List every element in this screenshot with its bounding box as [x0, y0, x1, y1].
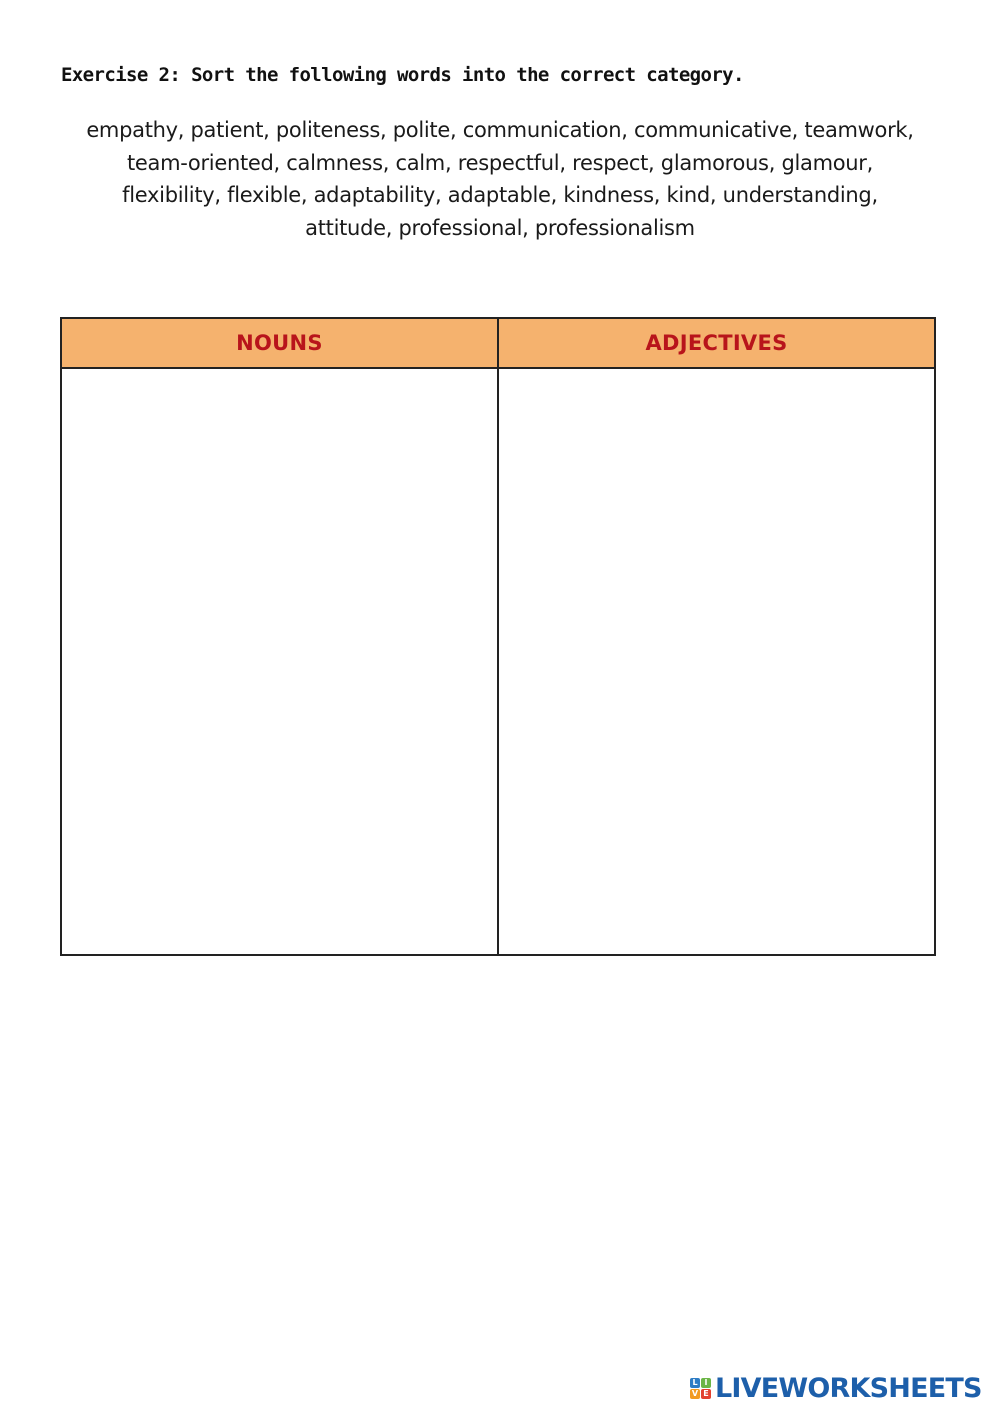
liveworksheets-logo-icon — [690, 1378, 711, 1399]
word-bank — [60, 114, 940, 245]
adjectives-column-header: ADJECTIVES — [499, 319, 934, 369]
nouns-drop-area[interactable] — [62, 369, 499, 954]
logo-letter: L — [690, 1378, 700, 1388]
word-bank-line: attitude, professional, professionalism — [305, 216, 695, 241]
logo-letter: I — [701, 1378, 711, 1388]
word-bank-line: flexibility, flexible, adaptability, adaptable, kindness, kind, understanding, — [122, 183, 878, 208]
exercise-instruction: Exercise 2: Sort the following words into the correct category. — [61, 64, 744, 86]
logo-letter: E — [701, 1389, 711, 1399]
sorting-table — [60, 317, 936, 956]
nouns-column-header: NOUNS — [62, 319, 499, 369]
adjectives-drop-area[interactable] — [499, 369, 934, 954]
liveworksheets-wordmark: LIVEWORKSHEETS — [715, 1372, 982, 1404]
word-bank-line: team-oriented, calmness, calm, respectful, respect, glamorous, glamour, — [126, 150, 874, 175]
word-bank-line: empathy, patient, politeness, polite, communication, communicative, teamwork, — [86, 118, 914, 142]
liveworksheets-logo — [690, 1372, 982, 1404]
logo-letter: V — [691, 1388, 699, 1398]
